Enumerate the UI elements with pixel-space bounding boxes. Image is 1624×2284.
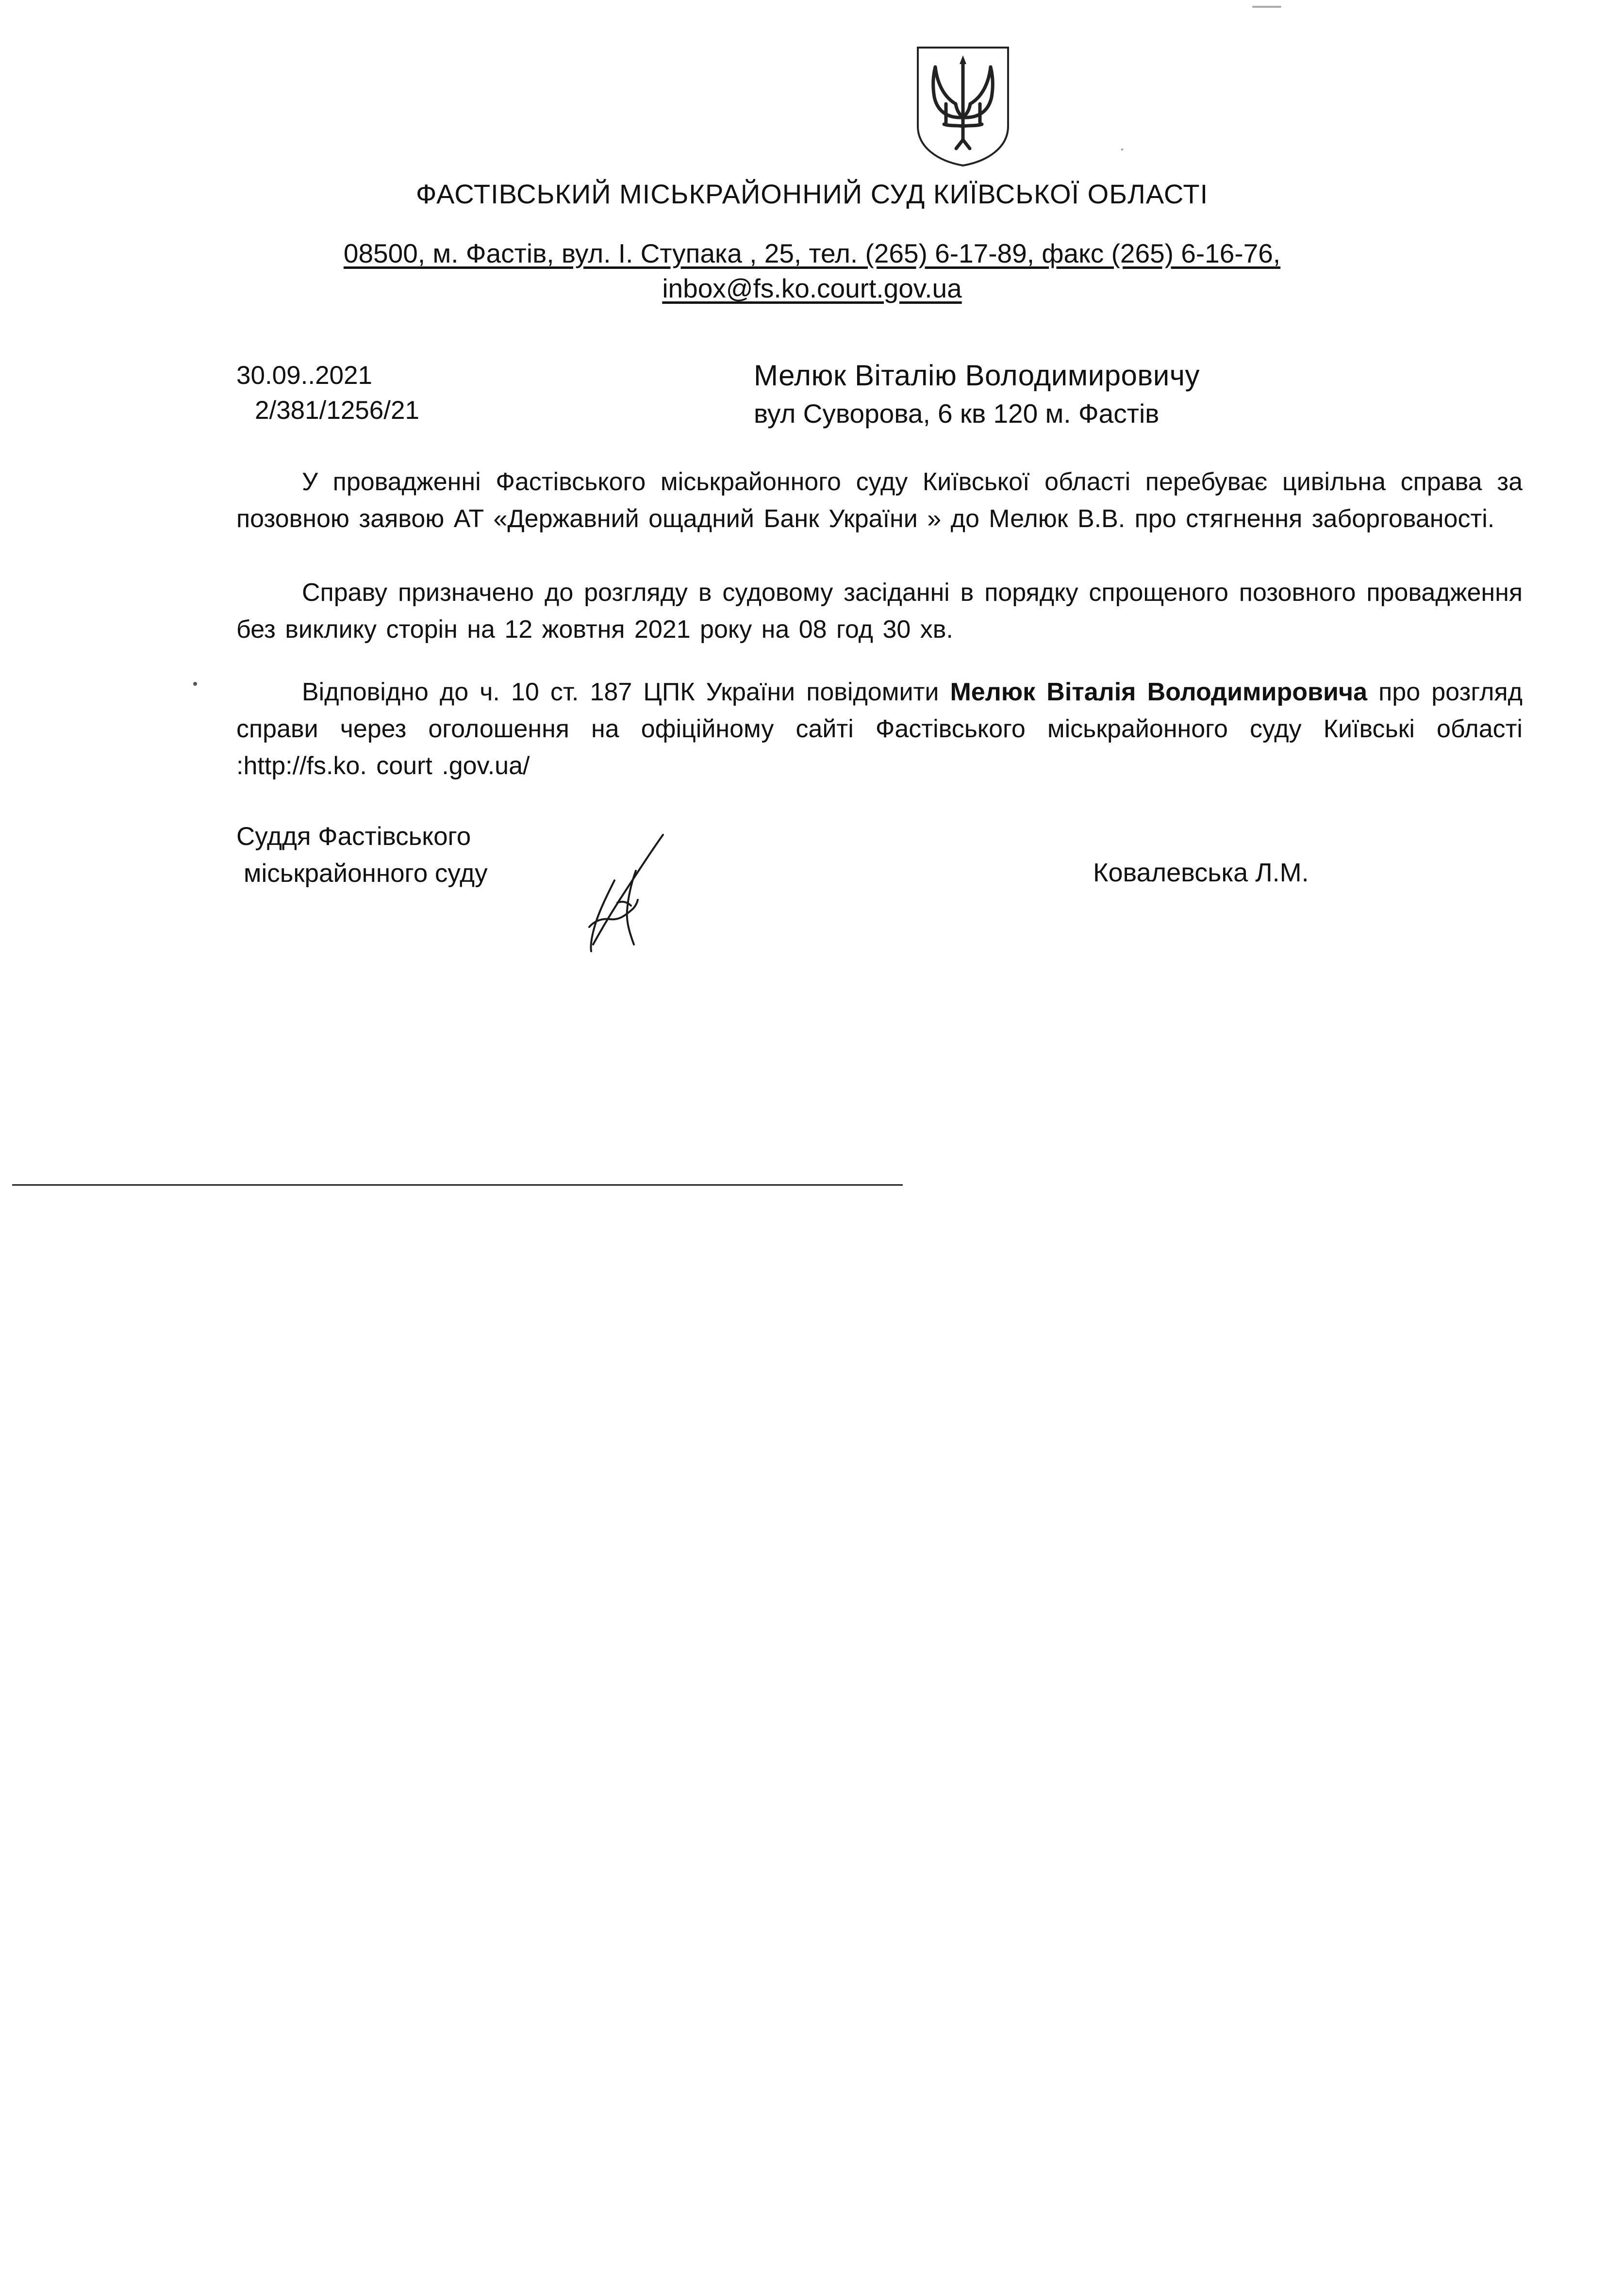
court-address: 08500, м. Фастів, вул. І. Ступака , 25, тел. (265) 6-17-89, факс (265) 6-16-76, [343, 238, 1281, 268]
court-email: inbox@fs.ko.court.gov.ua [662, 273, 962, 303]
judge-title-line-1: Суддя Фастівського [236, 822, 471, 851]
paragraph-case-description: У провадженні Фастівського міськрайонного суду Київської області перебуває цивільна справа за позовною заявою АТ «Державний ощадний Банк України » до Мелюк В.В. про стягнення заборгованості. [236, 468, 1523, 533]
paragraph-hearing-schedule: Справу призначено до розгляду в судовому засіданні в порядку спрощеного позовного провадження без виклику сторін на 12 жовтня 2021 року на 08 год 30 хв. [236, 579, 1523, 644]
trident-coat-of-arms-icon [914, 45, 1012, 167]
notification-text-after: про розгляд справи через оголошення на офіційному сайті Фастівського міськрайонного суду Київські області :http://fs.ko. court .gov.ua/ [236, 678, 1523, 780]
judge-title [236, 818, 488, 892]
notified-person: Мелюк Віталія Володимировича [950, 678, 1368, 706]
scan-speck [1252, 6, 1281, 8]
paragraph-notification [236, 674, 1523, 784]
case-number: 2/381/1256/21 [255, 396, 419, 425]
scan-speck [1121, 149, 1123, 150]
addressee-address: вул Суворова, 6 кв 120 м. Фастів [754, 398, 1160, 429]
scan-speck [193, 682, 197, 686]
footer-divider [12, 1184, 903, 1186]
notification-text-before: Відповідно до ч. 10 ст. 187 ЦПК України повідомити [302, 678, 950, 706]
judge-name: Ковалевська Л.М. [1093, 858, 1309, 887]
judge-title-line-2: міськрайонного суду [244, 859, 488, 888]
court-name: ФАСТІВСЬКИЙ МІСЬКРАЙОННИЙ СУД КИЇВСЬКОЇ ОБЛАСТІ [415, 179, 1209, 209]
document-date: 30.09..2021 [236, 361, 372, 390]
addressee-name: Мелюк Віталію Володимировичу [754, 359, 1200, 392]
handwritten-signature-icon [563, 830, 684, 956]
